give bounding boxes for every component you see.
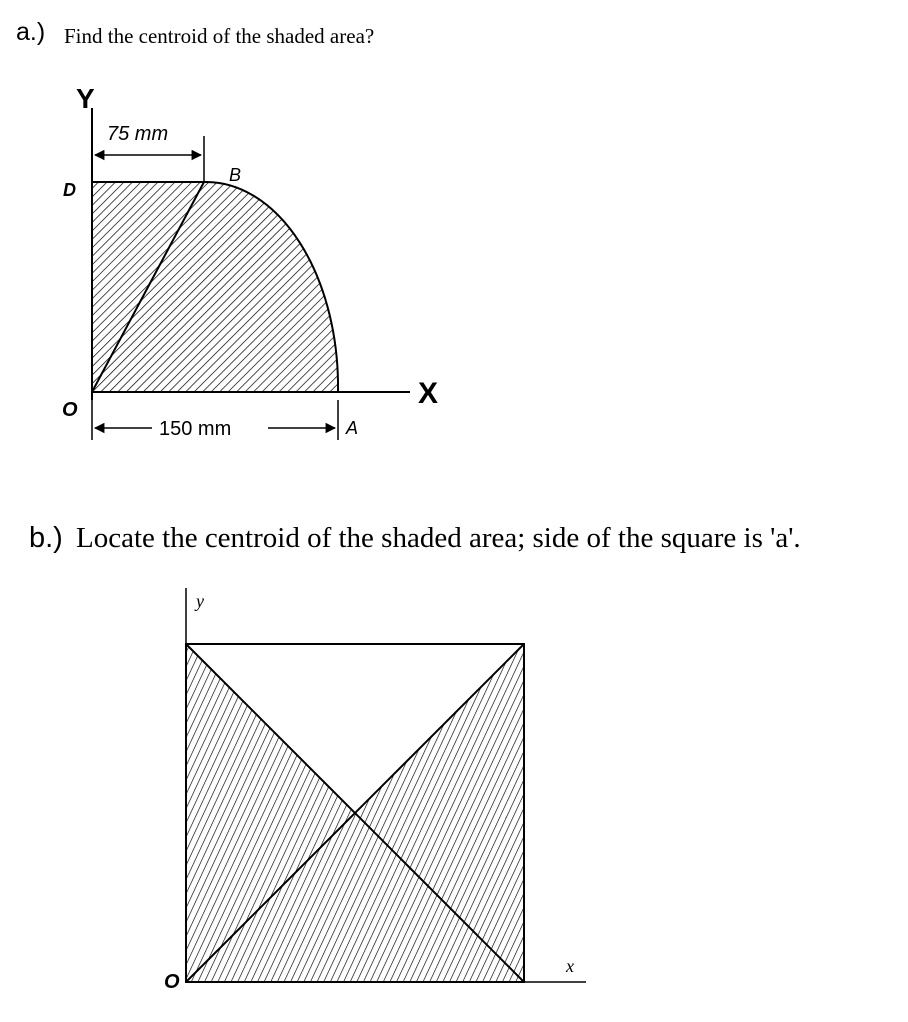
part-b-label: b.) [29,522,63,554]
point-d-label: D [63,180,76,200]
point-a-label: A [346,418,359,438]
axis-x-label-a: X [418,377,439,410]
dim-150-text: 150 mm [159,418,232,440]
axis-x-label-b: x [566,956,574,976]
dim-75-text: 75 mm [107,123,169,145]
figure-a [58,83,438,458]
axis-y-label-b: y [196,591,204,611]
point-b-label: B [229,165,242,185]
point-o-label-b: O [164,971,180,993]
part-a-question: Find the centroid of the shaded area? [64,24,375,48]
part-b-question: Locate the centroid of the shaded area; side of the square is 'a'. [76,522,801,554]
figure-b [164,588,586,993]
axis-y-label-a: Y [76,83,95,114]
point-o-label-a: O [62,399,78,421]
part-a-label: a.) [16,18,46,46]
